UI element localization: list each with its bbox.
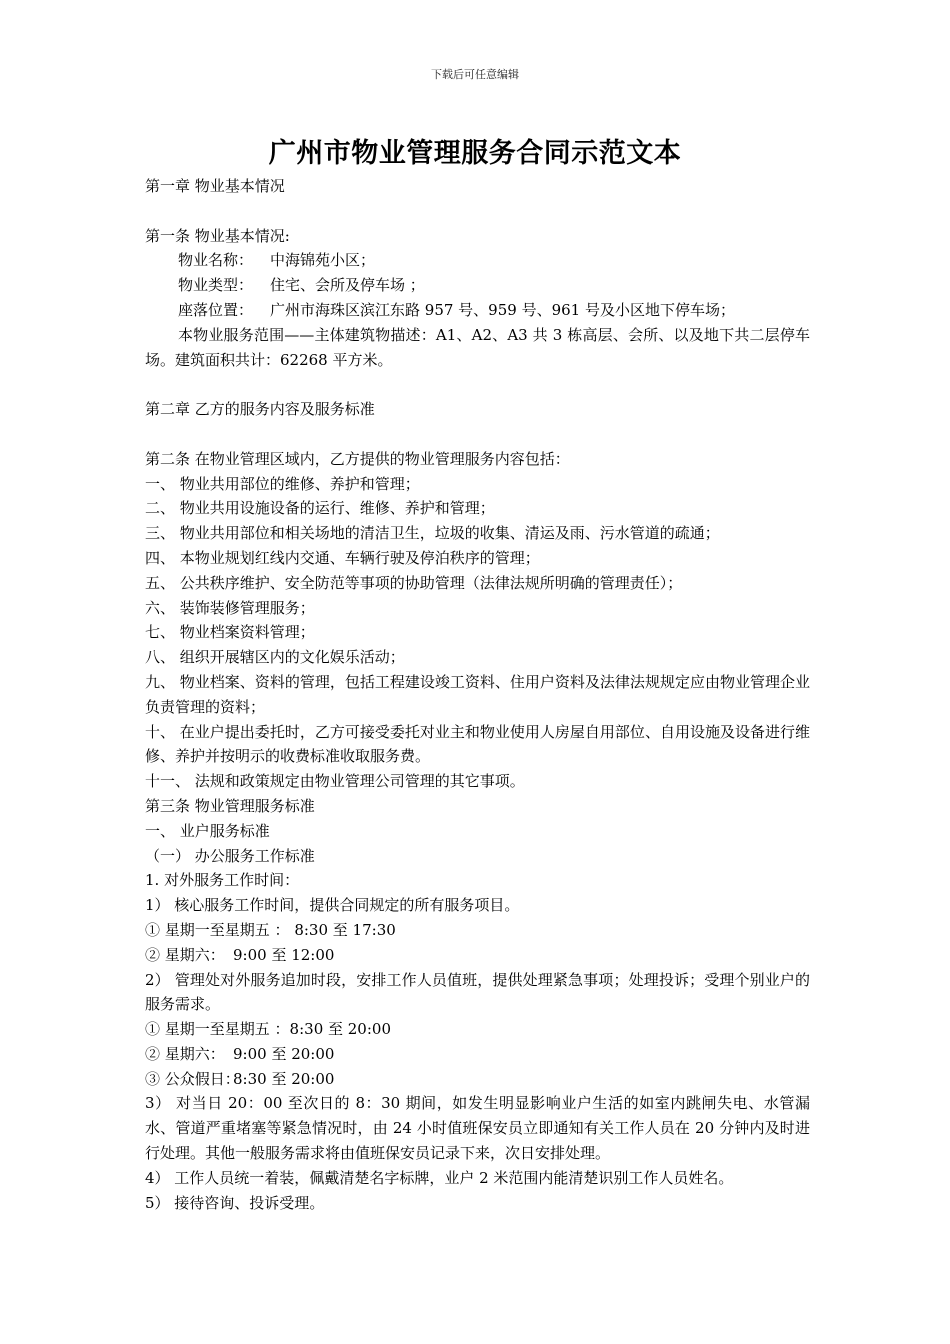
property-type-line xyxy=(145,273,810,298)
saturday-time: 9:00 至 20:00 xyxy=(233,1044,335,1063)
saturday-hours-line xyxy=(145,943,810,968)
core-hours-paragraph: 1） 核心服务工作时间，提供合同规定的所有服务项目。 xyxy=(145,896,520,915)
weekday-time: 8:30 至 20:00 xyxy=(289,1020,391,1039)
service-item: 八、 组织开展辖区内的文化娱乐活动； xyxy=(145,648,405,667)
weekday-time: 8:30 至 17:30 xyxy=(294,920,396,939)
holiday-time: 8:30 至 20:00 xyxy=(233,1069,335,1088)
uniform-paragraph: 4） 工作人员统一着装，佩戴清楚名字标牌，业户 2 米范围内能清楚识别工作人员姓名。 xyxy=(145,1168,734,1187)
article-2-heading: 第二条 在物业管理区域内，乙方提供的物业管理服务内容包括： xyxy=(145,449,570,468)
chapter-1-heading: 第一章 物业基本情况 xyxy=(145,177,285,195)
property-location-line xyxy=(145,298,810,323)
holiday-label: ③ 公众假日： xyxy=(145,1069,240,1088)
service-item: 九、 物业档案、资料的管理，包括工程建设竣工资料、住用户资料及法律法规规定应由物业管理企业负责管理的资料； xyxy=(145,672,810,716)
weekday-hours-line xyxy=(145,918,810,943)
property-name-line xyxy=(145,248,810,273)
property-type-label: 物业类型： xyxy=(178,276,254,295)
consultation-paragraph: 5） 接待咨询、投诉受理。 xyxy=(145,1193,325,1212)
article-3-heading: 第三条 物业管理服务标准 xyxy=(145,796,315,815)
saturday-time: 9:00 至 12:00 xyxy=(233,945,335,964)
page-header-note: 下载后可任意编辑 xyxy=(431,68,519,81)
service-item: 一、 物业共用部位的维修、养护和管理； xyxy=(145,474,420,493)
property-location-label: 座落位置： xyxy=(178,300,254,319)
holiday-hours-line xyxy=(145,1067,810,1092)
extended-hours-paragraph: 2） 管理处对外服务追加时段，安排工作人员值班，提供处理紧急事项；处理投诉；受理个别业户的服务需求。 xyxy=(145,970,810,1014)
night-emergency-paragraph: 3） 对当日 20：00 至次日的 8：30 期间，如发生明显影响业户生活的如室内跳闸失电、水管漏水、管道严重堵塞等紧急情况时，由 24 小时值班保安员立即通知有关工作人员在 20 分钟内及时进行处理。其他一般服务需求将由值班保安员记录下来，次日安排处理。 xyxy=(145,1094,810,1163)
service-item: 十一、 法规和政策规定由物业管理公司管理的其它事项。 xyxy=(145,772,525,791)
saturday-extended-line xyxy=(145,1042,810,1067)
service-scope-paragraph: 本物业服务范围——主体建筑物描述：A1、A2、A3 共 3 栋高层、会所、以及地下共二层停车场。建筑面积共计：62268 平方米。 xyxy=(145,325,810,369)
service-item: 三、 物业共用部位和相关场地的清洁卫生，垃圾的收集、清运及雨、污水管道的疏通； xyxy=(145,524,720,543)
weekday-extended-line xyxy=(145,1017,810,1042)
section-1-heading: 一、 业户服务标准 xyxy=(145,821,270,840)
service-item: 二、 物业共用设施设备的运行、维修、养护和管理； xyxy=(145,499,495,518)
service-item: 六、 装饰装修管理服务； xyxy=(145,598,315,617)
property-name-value: 中海锦苑小区； xyxy=(270,251,376,270)
service-item: 七、 物业档案资料管理； xyxy=(145,623,315,642)
saturday-label: ② 星期六： xyxy=(145,945,225,964)
service-hours-heading: 1. 对外服务工作时间： xyxy=(145,871,300,890)
service-item: 五、 公共秩序维护、安全防范等事项的协助管理（法律法规所明确的管理责任）； xyxy=(145,573,683,592)
blank-line xyxy=(145,372,810,397)
weekday-label: ① 星期一至星期五 ： xyxy=(145,920,290,939)
article-1-heading: 第一条 物业基本情况: xyxy=(145,226,290,245)
chapter-2-heading: 第二章 乙方的服务内容及服务标准 xyxy=(145,400,375,419)
blank-line xyxy=(145,422,810,447)
blank-line xyxy=(145,199,810,224)
service-item: 四、 本物业规划红线内交通、车辆行驶及停泊秩序的管理； xyxy=(145,548,540,567)
property-name-label: 物业名称： xyxy=(178,251,254,270)
property-location-value: 广州市海珠区滨江东路 957 号、959 号、961 号及小区地下停车场； xyxy=(270,300,735,319)
service-item: 十、 在业户提出委托时，乙方可接受委托对业主和物业使用人房屋自用部位、自用设施及设备进行维修、养护并按明示的收费标准收取服务费。 xyxy=(145,722,810,766)
document-title: 广州市物业管理服务合同示范文本 xyxy=(268,138,682,169)
document-body xyxy=(145,174,810,1215)
saturday-label: ② 星期六： xyxy=(145,1044,225,1063)
property-type-value: 住宅、会所及停车场 ； xyxy=(270,276,425,295)
subsection-1-heading: （一） 办公服务工作标准 xyxy=(145,846,315,865)
weekday-label: ① 星期一至星期五 ： xyxy=(145,1020,290,1039)
